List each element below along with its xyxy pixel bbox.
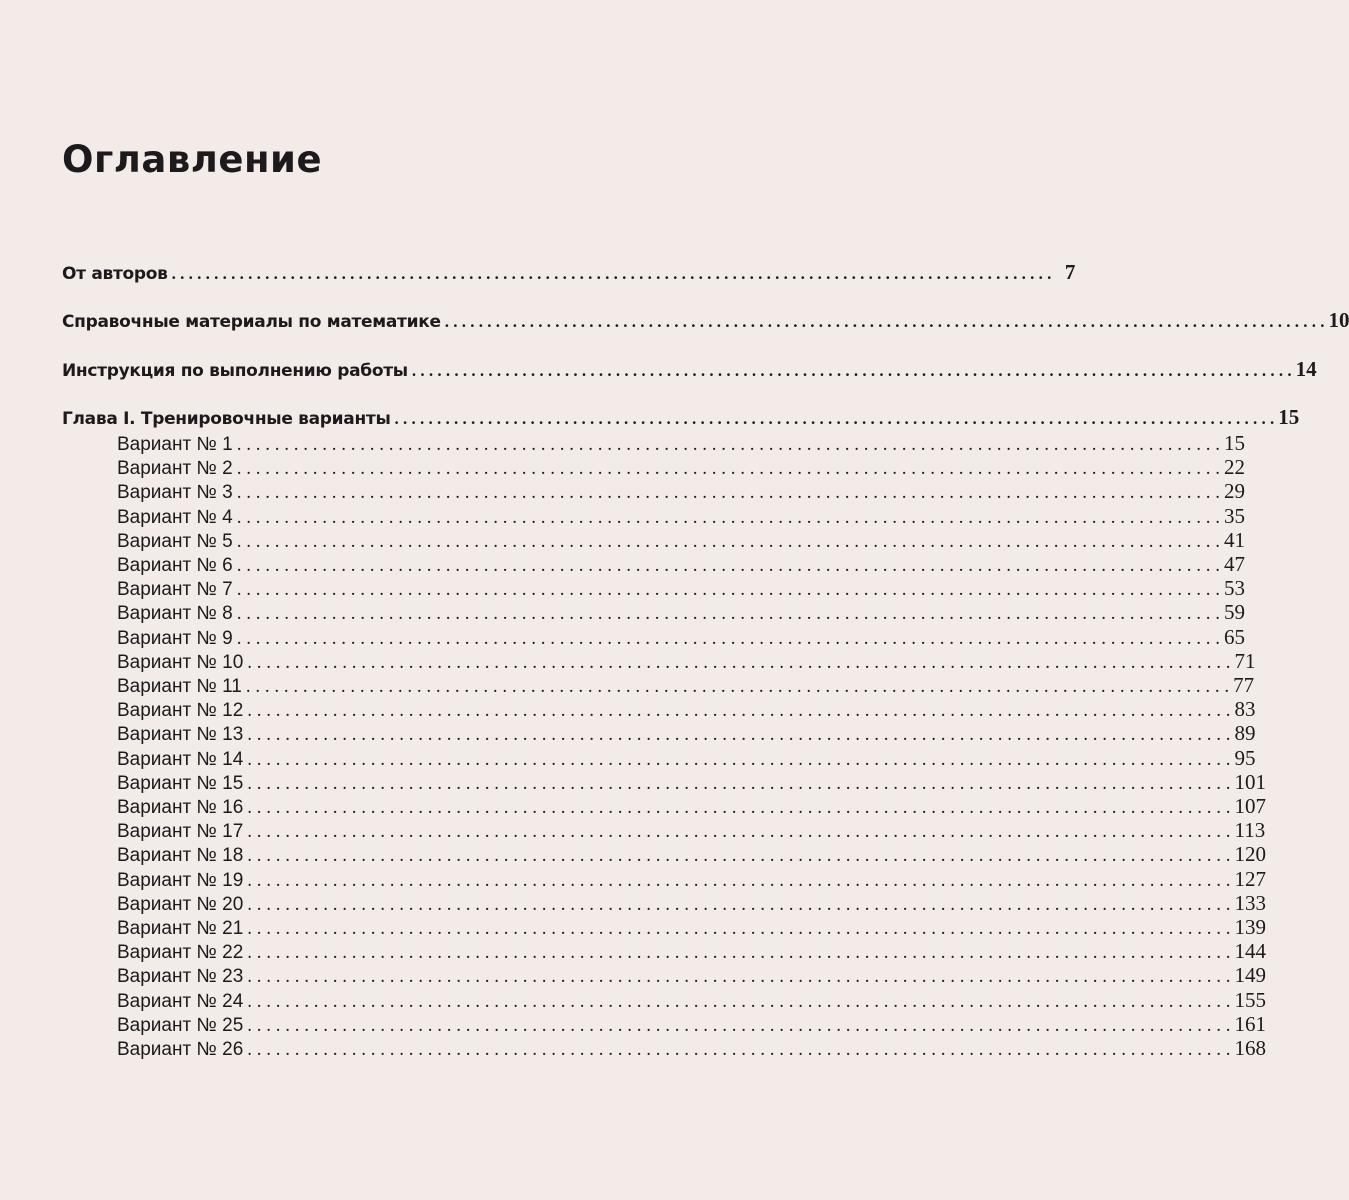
toc-entry[interactable]	[0, 260, 1076, 284]
toc-entry-label: Вариант № 22	[117, 942, 244, 964]
toc-entry[interactable]	[0, 866, 1267, 891]
dot-leader	[247, 699, 1230, 723]
toc-entry-label: Вариант № 9	[117, 627, 233, 649]
dot-leader	[237, 433, 1220, 457]
toc-entry[interactable]	[0, 697, 1256, 722]
dot-leader	[172, 262, 1052, 286]
toc-entry-label: Вариант № 4	[117, 506, 233, 528]
dot-leader	[237, 627, 1220, 651]
toc-entry-page: 15	[1278, 405, 1300, 429]
dot-leader	[237, 481, 1220, 505]
dot-leader	[237, 530, 1220, 554]
toc-entry[interactable]	[0, 624, 1245, 649]
dot-leader	[237, 602, 1220, 626]
toc-entry[interactable]	[0, 769, 1267, 794]
dot-leader	[247, 917, 1230, 941]
toc-entry-page: 101	[1234, 769, 1267, 794]
toc-entry[interactable]	[0, 890, 1267, 915]
toc-entry-page: 107	[1234, 794, 1267, 818]
toc-entry[interactable]	[0, 673, 1255, 697]
toc-entry-label: Вариант № 12	[117, 700, 244, 722]
dot-leader	[237, 506, 1220, 530]
toc-entry-page: 83	[1234, 697, 1256, 722]
toc-entry-label: Вариант № 24	[117, 990, 244, 1012]
toc-entry-label: Вариант № 17	[117, 821, 244, 843]
toc-entry-page: 161	[1234, 1011, 1267, 1036]
toc-entry-label: Вариант № 19	[117, 869, 244, 891]
toc-entry-page: 77	[1233, 673, 1255, 697]
dot-leader	[247, 820, 1230, 844]
dot-leader	[247, 796, 1230, 820]
dot-leader	[395, 407, 1275, 431]
toc-entry-page: 168	[1234, 1036, 1267, 1060]
toc-entry-page: 149	[1234, 963, 1267, 988]
dot-leader	[247, 723, 1230, 747]
toc-entry-label: Глава I. Тренировочные варианты	[62, 409, 391, 429]
toc-entry-label: Инструкция по выполнению работы	[62, 361, 408, 381]
toc-entry-label: Вариант № 6	[117, 555, 233, 576]
toc-entry-page: 71	[1234, 648, 1256, 673]
dot-leader	[247, 893, 1230, 917]
toc-entry-page: 133	[1234, 890, 1267, 915]
toc-entry-page: 144	[1234, 939, 1267, 964]
dot-leader	[237, 554, 1220, 578]
toc-entry[interactable]	[0, 987, 1267, 1012]
dot-leader	[237, 578, 1220, 602]
dot-leader	[247, 844, 1230, 868]
dot-leader	[247, 869, 1230, 893]
toc-entry[interactable]	[0, 308, 1349, 332]
toc-entry-label: Вариант № 26	[117, 1039, 244, 1060]
toc-entry-label: Вариант № 3	[117, 482, 233, 504]
toc-entry[interactable]	[0, 357, 1317, 381]
toc-entry[interactable]	[0, 818, 1266, 843]
toc-entry-page: 155	[1234, 987, 1267, 1012]
toc-entry-page: 22	[1223, 455, 1245, 480]
toc-entry[interactable]	[0, 405, 1300, 429]
toc-entry-page: 47	[1223, 552, 1245, 576]
toc-entry-page: 65	[1223, 624, 1245, 649]
toc-entry-label: Справочные материалы по математике	[62, 312, 441, 332]
toc-entry-label: Вариант № 11	[117, 676, 242, 697]
toc-entry-label: Вариант № 23	[117, 966, 244, 988]
toc-entry-label: Вариант № 14	[117, 748, 244, 770]
toc-entry-label: Вариант № 15	[117, 772, 244, 794]
dot-leader	[237, 457, 1220, 481]
dot-leader	[247, 772, 1230, 796]
toc-entry-label: Вариант № 7	[117, 579, 233, 601]
toc-entry[interactable]	[0, 648, 1256, 673]
toc-entry-page: 120	[1234, 842, 1267, 867]
toc-entry[interactable]	[0, 479, 1245, 504]
toc-entry-page: 113	[1234, 818, 1266, 843]
dot-leader	[247, 1014, 1230, 1038]
toc-entry[interactable]	[0, 576, 1245, 601]
toc-entry-page: 139	[1234, 915, 1267, 939]
dot-leader	[246, 675, 1229, 699]
toc-entry-page: 14	[1295, 357, 1317, 381]
dot-leader	[247, 965, 1230, 989]
toc-entry[interactable]	[0, 963, 1267, 988]
toc-entry-page: 59	[1223, 600, 1245, 625]
dot-leader	[247, 941, 1230, 965]
toc-entry[interactable]	[0, 431, 1245, 455]
toc-entry-page: 7	[1064, 260, 1076, 284]
toc-entry[interactable]	[0, 503, 1245, 528]
toc-entry-label: Вариант № 1	[117, 434, 233, 455]
dot-leader	[445, 310, 1325, 334]
toc-entry-page: 10	[1328, 308, 1349, 332]
toc-entry-label: Вариант № 13	[117, 724, 244, 746]
toc-entry-label: Вариант № 25	[117, 1014, 244, 1036]
toc-entry[interactable]	[0, 1011, 1267, 1036]
page-title: Оглавление	[62, 138, 323, 181]
toc-entry-page: 89	[1234, 721, 1256, 746]
toc-entry[interactable]	[0, 721, 1256, 746]
toc-entry-label: Вариант № 18	[117, 845, 244, 867]
toc-entry-label: Вариант № 10	[117, 651, 244, 673]
toc-entry-page: 127	[1234, 866, 1267, 891]
toc-entry-label: Вариант № 2	[117, 458, 233, 480]
toc-entry-label: Вариант № 16	[117, 797, 244, 818]
toc-entry[interactable]	[0, 939, 1267, 964]
dot-leader	[247, 651, 1230, 675]
toc-entry[interactable]	[0, 1036, 1267, 1060]
toc-entry-page: 29	[1223, 479, 1245, 504]
dot-leader	[247, 1038, 1230, 1062]
toc-entry-page: 95	[1234, 745, 1256, 770]
toc-entry[interactable]	[0, 552, 1245, 576]
toc-entry[interactable]	[0, 527, 1245, 552]
toc-entry-label: Вариант № 20	[117, 893, 244, 915]
toc-entry-page: 41	[1223, 527, 1245, 552]
toc-entry[interactable]	[0, 915, 1267, 939]
toc-entry-label: От авторов	[62, 264, 168, 284]
toc-entry[interactable]	[0, 745, 1256, 770]
toc-entry[interactable]	[0, 794, 1267, 818]
toc-entry-label: Вариант № 5	[117, 530, 233, 552]
toc-entry-label: Вариант № 8	[117, 603, 233, 625]
toc-entry-page: 15	[1223, 431, 1245, 455]
dot-leader	[247, 990, 1230, 1014]
toc-entry-page: 35	[1223, 503, 1245, 528]
dot-leader	[412, 359, 1292, 383]
toc-entry[interactable]	[0, 842, 1267, 867]
toc-entry-page: 53	[1223, 576, 1245, 601]
dot-leader	[247, 748, 1230, 772]
toc-entry-label: Вариант № 21	[117, 918, 244, 939]
toc-entry[interactable]	[0, 455, 1245, 480]
toc-entry[interactable]	[0, 600, 1245, 625]
